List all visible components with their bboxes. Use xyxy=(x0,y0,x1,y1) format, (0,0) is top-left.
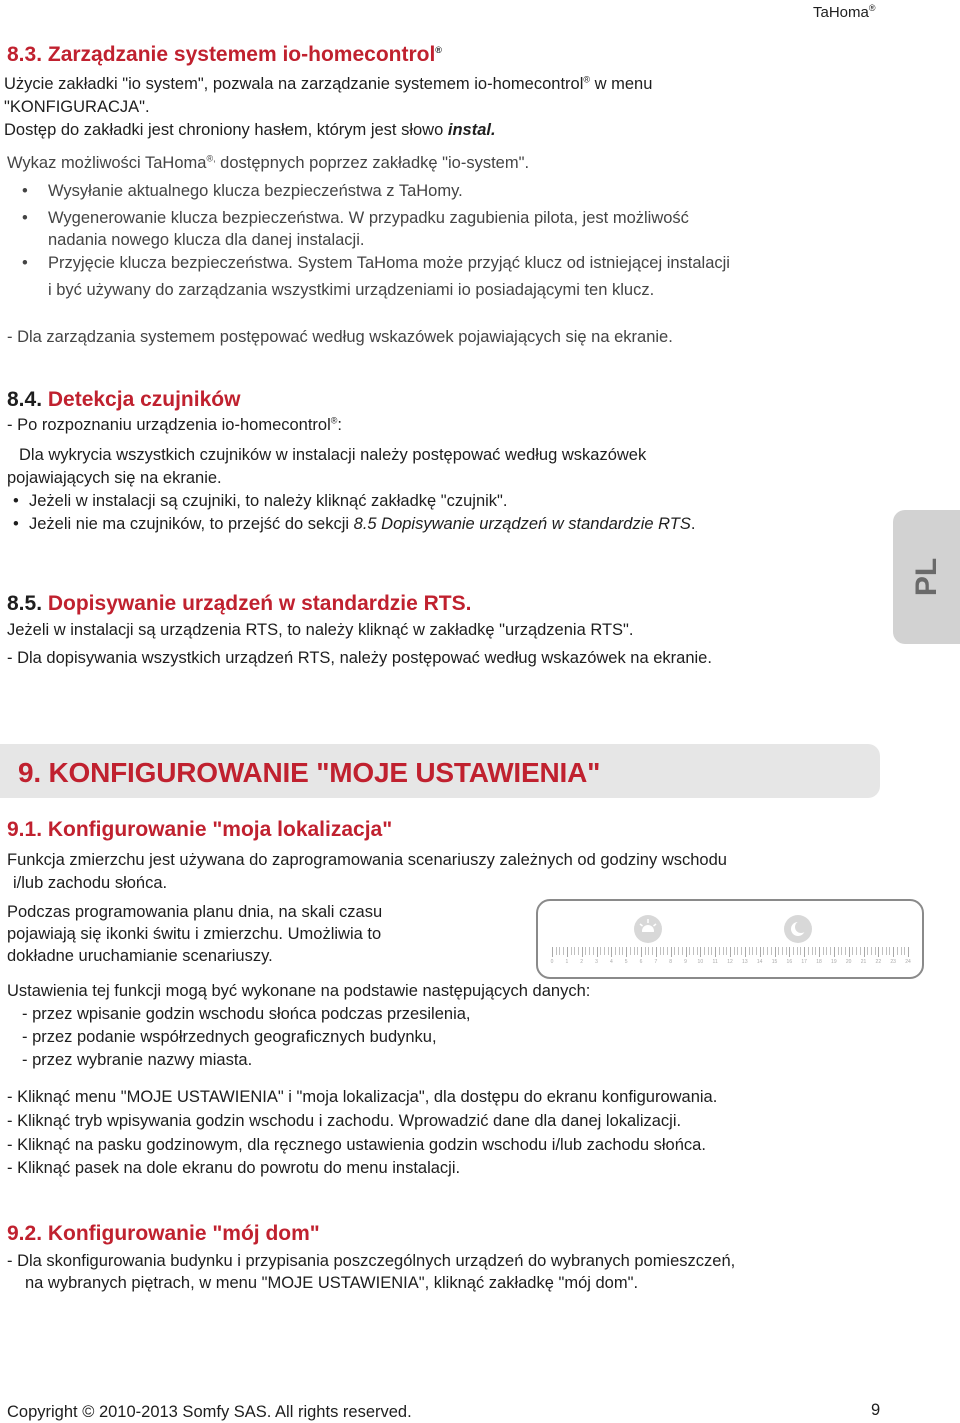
scale-tick xyxy=(574,947,575,955)
scale-tick xyxy=(800,947,801,955)
scale-tick xyxy=(834,947,835,957)
scale-tick xyxy=(849,947,850,957)
s83-note: - Dla zarządzania systemem postępować według wskazówek pojawiających się na ekranie. xyxy=(7,328,673,346)
bullet-icon: • xyxy=(22,182,28,200)
section-8-4-title: 8.4. Detekcja czujników xyxy=(7,388,241,411)
scale-hour-label: 21 xyxy=(860,959,867,965)
scale-tick xyxy=(867,947,868,955)
scale-tick xyxy=(630,947,631,955)
running-header xyxy=(813,2,876,24)
scale-tick xyxy=(559,947,560,955)
s83-line-4: Wykaz możliwości TaHoma®, dostępnych poprzez zakładkę "io-system". xyxy=(7,153,530,172)
scale-tick xyxy=(671,947,672,957)
scale-tick xyxy=(864,947,865,957)
scale-tick xyxy=(878,947,879,957)
scale-tick xyxy=(615,947,616,955)
scale-tick xyxy=(908,947,909,957)
scale-tick xyxy=(871,947,872,955)
scale-tick xyxy=(823,947,824,955)
scale-hour-label: 3 xyxy=(595,959,598,965)
time-scale-illustration xyxy=(536,899,924,979)
s84-bullet-2: • Jeżeli nie ma czujników, to przejść do sekcji 8.5 Dopisywanie urządzeń w standardzie RTS. xyxy=(13,515,696,533)
bullet-icon: • xyxy=(22,209,28,227)
footer-copyright: Copyright © 2010-2013 Somfy SAS. All rights reserved. xyxy=(7,1403,412,1421)
scale-tick xyxy=(578,947,579,955)
scale-tick xyxy=(667,947,668,955)
s91-line-1: Funkcja zmierzchu jest używana do zaprogramowania scenariuszy zależnych od godziny wschodu xyxy=(7,851,727,869)
scale-tick xyxy=(585,947,586,955)
scale-tick xyxy=(852,947,853,955)
scale-hour-label: 0 xyxy=(550,959,554,965)
scale-hour-label: 1 xyxy=(565,959,569,965)
scale-tick xyxy=(708,947,709,955)
scale-hour-label: 16 xyxy=(786,959,793,965)
s91-line-2: i/lub zachodu słońca. xyxy=(13,874,168,892)
scale-tick xyxy=(745,947,746,957)
scale-tick xyxy=(797,947,798,955)
s84-bullet-1: • Jeżeli w instalacji są czujniki, to należy kliknąć zakładkę "czujnik". xyxy=(13,492,508,510)
s91-step-4: - Kliknąć pasek na dole ekranu do powrotu do menu instalacji. xyxy=(7,1159,461,1177)
scale-tick xyxy=(711,947,712,955)
s83-line-1: Użycie zakładki "io system", pozwala na zarządzanie systemem io-homecontrol® w menu xyxy=(4,74,653,93)
s91-data-2: - przez podanie współrzednych geograficznych budynku, xyxy=(22,1028,437,1046)
scale-tick xyxy=(556,947,557,955)
scale-tick xyxy=(749,947,750,955)
scale-tick xyxy=(697,947,698,955)
s91-data-3: - przez wybranie nazwy miasta. xyxy=(22,1051,253,1069)
scale-tick xyxy=(700,947,701,957)
scale-tick xyxy=(775,947,776,957)
scale-tick xyxy=(582,947,583,957)
scale-tick xyxy=(589,947,590,955)
s84-line-1: - Po rozpoznaniu urządzenia io-homecontrol®: xyxy=(7,415,342,434)
scale-tick xyxy=(856,947,857,955)
s83-line-3: Dostęp do zakładki jest chroniony hasłem, którym jest słowo instal. xyxy=(4,121,496,139)
scale-tick xyxy=(893,947,894,957)
scale-tick xyxy=(645,947,646,955)
section-8-3-title: 8.3. Zarządzanie systemem io-homecontrol® xyxy=(7,43,442,66)
scale-tick xyxy=(641,947,642,957)
brand-name: TaHoma xyxy=(813,4,869,21)
registered-mark: ® xyxy=(435,45,442,55)
scale-tick xyxy=(689,947,690,955)
scale-hour-label: 7 xyxy=(654,959,658,965)
scale-tick xyxy=(648,947,649,955)
scale-tick xyxy=(793,947,794,955)
scale-tick xyxy=(778,947,779,955)
scale-tick xyxy=(719,947,720,955)
scale-tick xyxy=(789,947,790,957)
scale-tick xyxy=(730,947,731,957)
s91-line-3: Podczas programowania planu dnia, na skali czasu xyxy=(7,903,383,921)
scale-tick xyxy=(619,947,620,955)
scale-tick xyxy=(622,947,623,955)
scale-tick xyxy=(682,947,683,955)
scale-tick xyxy=(741,947,742,955)
scale-hour-label: 14 xyxy=(756,959,763,965)
scale-tick xyxy=(686,947,687,957)
s91-step-3: - Kliknąć na pasku godzinowym, dla ręcznego ustawienia godzin wschodu i/lub zachodu słońca. xyxy=(7,1136,706,1154)
scale-tick xyxy=(723,947,724,955)
s84-line-2: Dla wykrycia wszystkich czujników w instalacji należy postępować według wskazówek xyxy=(19,446,647,464)
language-label: PL xyxy=(909,557,943,597)
scale-hour-label: 13 xyxy=(742,959,748,965)
scale-tick xyxy=(737,947,738,955)
s83-bullet-2: • Wygenerowanie klucza bezpieczeństwa. W przypadku zagubienia pilota, jest możliwość nadania nowego klucza dla danej instalacji. xyxy=(22,209,689,249)
scale-hour-label: 19 xyxy=(831,959,837,965)
scale-hour-label: 18 xyxy=(816,959,822,965)
scale-tick xyxy=(830,947,831,955)
scale-hour-label: 5 xyxy=(624,959,628,965)
scale-tick xyxy=(889,947,890,955)
scale-tick xyxy=(656,947,657,957)
scale-tick xyxy=(760,947,761,957)
password-word: instal. xyxy=(447,121,496,139)
scale-tick xyxy=(763,947,764,955)
s85-line-2: - Dla dopisywania wszystkich urządzeń RTS, należy postępować według wskazówek na ekranie. xyxy=(7,649,712,667)
chapter-9-title: 9. KONFIGUROWANIE "MOJE USTAWIENIA" xyxy=(18,757,601,788)
scale-tick xyxy=(752,947,753,955)
s91-step-1: - Kliknąć menu "MOJE USTAWIENIA" i "moja lokalizacja", dla dostępu do ekranu konfigurowania. xyxy=(7,1088,718,1106)
scale-tick xyxy=(678,947,679,955)
scale-hour-label: 4 xyxy=(609,959,613,965)
scale-tick xyxy=(812,947,813,955)
scale-hour-label: 10 xyxy=(697,959,704,965)
scale-tick xyxy=(826,947,827,955)
scale-hour-label: 6 xyxy=(639,959,643,965)
scale-tick xyxy=(808,947,809,955)
scale-tick xyxy=(897,947,898,955)
s84-line-3: pojawiających się na ekranie. xyxy=(7,469,222,487)
scale-tick xyxy=(860,947,861,955)
scale-tick xyxy=(726,947,727,955)
scale-tick xyxy=(600,947,601,955)
scale-tick xyxy=(804,947,805,957)
scale-tick xyxy=(819,947,820,957)
scale-tick xyxy=(715,947,716,957)
scale-hour-label: 17 xyxy=(801,959,807,965)
sunrise-icon xyxy=(634,915,662,943)
scale-tick xyxy=(756,947,757,955)
scale-tick xyxy=(886,947,887,955)
scale-tick xyxy=(552,947,553,957)
scale-tick xyxy=(563,947,564,955)
scale-tick xyxy=(567,947,568,957)
scale-tick xyxy=(693,947,694,955)
scale-hour-label: 23 xyxy=(890,959,896,965)
scale-tick xyxy=(882,947,883,955)
scale-tick xyxy=(904,947,905,955)
scale-tick xyxy=(845,947,846,955)
bullet-icon: • xyxy=(13,492,19,510)
s92-line-1: - Dla skonfigurowania budynku i przypisania poszczególnych urządzeń do wybranych pomieszczeń, xyxy=(7,1252,736,1270)
s91-data-1: - przez wpisanie godzin wschodu słońca podczas przesilenia, xyxy=(22,1005,471,1023)
scale-tick xyxy=(875,947,876,955)
section-8-5-title: 8.5. Dopisywanie urządzeń w standardzie RTS. xyxy=(7,592,472,615)
scale-tick xyxy=(660,947,661,955)
section-9-2-title: 9.2. Konfigurowanie "mój dom" xyxy=(7,1222,320,1245)
s83-bullet-3: • Przyjęcie klucza bezpieczeństwa. System TaHoma może przyjąć klucz od istniejącej instalacji i być używany do zarządzania wszystkimi urządzeniami io posiadającymi ten klucz. xyxy=(22,254,730,299)
registered-mark: ® xyxy=(868,3,876,13)
s91-line-6: Ustawienia tej funkcji mogą być wykonane na podstawie następujących danych: xyxy=(7,982,591,1000)
language-tab xyxy=(893,510,960,644)
scale-tick xyxy=(815,947,816,955)
scale-tick xyxy=(593,947,594,955)
scale-hour-label: 24 xyxy=(905,959,911,965)
scale-tick xyxy=(704,947,705,955)
chapter-9-banner xyxy=(0,744,880,798)
scale-tick xyxy=(571,947,572,955)
s91-line-4: pojawiają się ikonki świtu i zmierzchu. Umożliwia to xyxy=(7,925,382,943)
scale-tick xyxy=(597,947,598,957)
scale-tick xyxy=(782,947,783,955)
s85-line-1: Jeżeli w instalacji są urządzenia RTS, to należy kliknąć w zakładkę "urządzenia RTS". xyxy=(7,621,634,639)
s83-line-2: "KONFIGURACJA". xyxy=(4,98,150,116)
scale-tick xyxy=(841,947,842,955)
s91-line-5: dokładne uruchamianie scenariuszy. xyxy=(7,947,273,965)
time-scale-ruler[interactable] xyxy=(552,947,908,957)
scale-tick xyxy=(626,947,627,957)
section-9-1-title: 9.1. Konfigurowanie "moja lokalizacja" xyxy=(7,818,393,841)
footer-page-number: 9 xyxy=(871,1401,881,1419)
scale-hour-label: 12 xyxy=(727,959,733,965)
s92-line-2: na wybranych piętrach, w menu "MOJE USTAWIENIA", kliknąć zakładkę "mój dom". xyxy=(25,1274,639,1292)
bullet-icon: • xyxy=(22,254,28,272)
scale-hour-label: 11 xyxy=(712,959,718,965)
scale-hour-label: 9 xyxy=(684,959,687,965)
s91-step-2: - Kliknąć tryb wpisywania godzin wschodu i zachodu. Wprowadzić dane dla danej lokalizacji. xyxy=(7,1112,682,1130)
scale-hour-label: 22 xyxy=(875,959,882,965)
sunset-icon xyxy=(784,915,812,943)
scale-tick xyxy=(634,947,635,955)
scale-tick xyxy=(611,947,612,957)
scale-tick xyxy=(637,947,638,955)
bullet-icon: • xyxy=(13,515,19,533)
scale-hour-label: 2 xyxy=(580,959,584,965)
scale-tick xyxy=(608,947,609,955)
scale-tick xyxy=(838,947,839,955)
scale-tick xyxy=(771,947,772,955)
scale-hour-label: 8 xyxy=(669,959,673,965)
scale-tick xyxy=(674,947,675,955)
scale-tick xyxy=(786,947,787,955)
scale-tick xyxy=(604,947,605,955)
scale-hour-label: 15 xyxy=(771,959,778,965)
section-link-8-5[interactable]: 8.5 Dopisywanie urządzeń w standardzie RTS xyxy=(353,515,691,533)
s83-bullet-1: • Wysyłanie aktualnego klucza bezpieczeństwa z TaHomy. xyxy=(22,182,463,200)
scale-tick xyxy=(663,947,664,955)
scale-hour-label: 20 xyxy=(845,959,852,965)
scale-tick xyxy=(767,947,768,955)
scale-tick xyxy=(734,947,735,955)
time-scale-labels xyxy=(550,959,911,969)
scale-tick xyxy=(901,947,902,955)
scale-tick xyxy=(652,947,653,955)
